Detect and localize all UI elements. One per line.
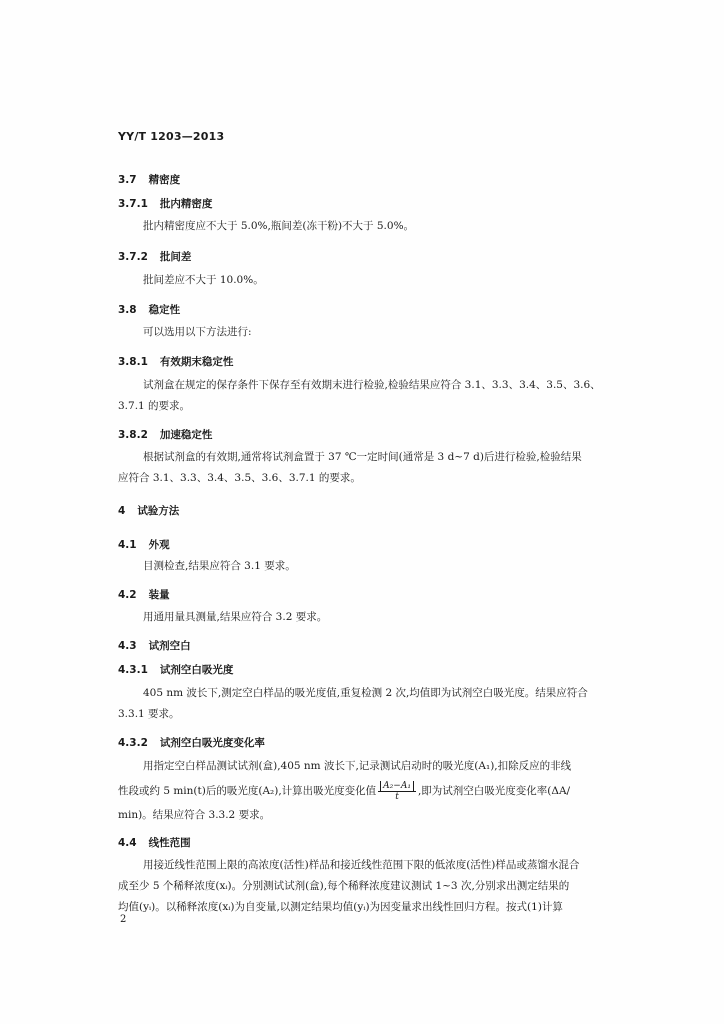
section-number: 4 [118,505,126,517]
heading-3-8-1 [118,354,233,369]
heading-4-2 [118,587,170,602]
section-title: 加速稳定性 [159,429,213,441]
paragraph-3-8 [118,322,665,343]
formula-denominator: t [395,791,399,802]
section-number: 3.8.1 [118,356,148,368]
section-title: 装量 [148,589,170,601]
paragraph-line: 用指定空白样品测试试剂(盒),405 nm 波长下,记录测试启动时的吸光度(A₁),扣除反应的非线 [143,760,572,772]
heading-3-7-2 [118,249,191,264]
page-number: 2 [120,914,127,925]
heading-3-8 [118,302,180,317]
heading-3-7-1 [118,196,212,211]
paragraph-line: 用通用量具测量,结果应符合 3.2 要求。 [143,611,328,623]
paragraph-3-7-1 [118,216,665,237]
paragraph-line: 3.3.1 要求。 [118,708,180,720]
section-number: 4.2 [118,589,137,601]
heading-3-8-2 [118,427,212,442]
paragraph-4-2 [118,607,665,628]
formula-trail-text: ,即为试剂空白吸光度变化率(ΔA/ [417,785,571,797]
section-number: 4.3.2 [118,737,148,749]
section-number: 4.3 [118,640,137,652]
paragraph-4-1 [118,556,665,577]
section-title: 试验方法 [137,505,180,517]
formula-lead-text: 性段或约 5 min(t)后的吸光度(A₂),计算出吸光度变化值 [118,785,377,797]
heading-4-4 [118,835,191,850]
section-number: 3.7.1 [118,198,148,210]
section-number: 4.1 [118,539,137,551]
section-number: 3.7.2 [118,251,148,263]
section-title: 精密度 [148,174,181,186]
section-title: 线性范围 [148,837,191,849]
section-number: 3.8 [118,304,137,316]
standard-code: YY/T 1203—2013 [118,130,225,143]
section-title: 试剂空白吸光度变化率 [159,737,265,749]
paragraph-4-3-1 [118,683,640,725]
section-title: 稳定性 [148,304,181,316]
section-title: 外观 [148,539,170,551]
paragraph-3-8-1 [118,375,640,417]
formula-numerator: A₂−A₁ [380,781,414,791]
paragraph-line: 试剂盒在规定的保存条件下保存至有效期末进行检验,检验结果应符合 3.1、3.3、3.4、3.5、3.6、 [143,379,601,391]
heading-4 [118,503,179,518]
paragraph-line: 成至少 5 个稀释浓度(xᵢ)。分别测试试剂(盒),每个稀释浓度建议测试 1~3 次,分别求出测定结果的 [118,880,570,892]
section-number: 4.3.1 [118,664,148,676]
paragraph-3-8-2 [118,447,640,489]
heading-4-3 [118,638,191,653]
paragraph-line: 用接近线性范围上限的高浓度(活性)样品和接近线性范围下限的低浓度(活性)样品或蒸馏水混合 [143,859,580,871]
paragraph-line: 可以选用以下方法进行: [143,326,252,338]
absorbance-change-formula [378,781,416,802]
paragraph-line: 405 nm 波长下,测定空白样品的吸光度值,重复检测 2 次,均值即为试剂空白吸光度。结果应符合 [143,687,588,699]
section-title: 试剂空白 [148,640,191,652]
paragraph-4-4 [118,855,640,918]
paragraph-3-7-2 [118,270,665,291]
section-title: 试剂空白吸光度 [159,664,234,676]
section-number: 3.8.2 [118,429,148,441]
paragraph-line: 目测检查,结果应符合 3.1 要求。 [143,560,296,572]
heading-4-1 [118,537,170,552]
heading-4-3-2 [118,735,265,750]
section-title: 有效期末稳定性 [159,356,234,368]
paragraph-line: 3.7.1 的要求。 [118,400,191,412]
section-number: 3.7 [118,174,137,186]
paragraph-line: 批内精密度应不大于 5.0%,瓶间差(冻干粉)不大于 5.0%。 [143,220,415,232]
heading-3-7 [118,172,180,187]
paragraph-line: 应符合 3.1、3.3、3.4、3.5、3.6、3.7.1 的要求。 [118,472,361,484]
paragraph-line: 根据试剂盒的有效期,通常将试剂盒置于 37 ℃一定时间(通常是 3 d~7 d)后进行检验,检验结果 [143,451,582,463]
paragraph-line-with-formula [118,777,640,805]
paragraph-line: min)。结果应符合 3.3.2 要求。 [118,809,271,821]
section-number: 4.4 [118,837,137,849]
section-title: 批间差 [159,251,192,263]
paragraph-line: 批间差应不大于 10.0%。 [143,274,264,286]
paragraph-4-3-2 [118,756,640,826]
paragraph-line: 均值(yᵢ)。以稀释浓度(xᵢ)为自变量,以测定结果均值(yᵢ)为因变量求出线性回归方程。按式(1)计算 [118,901,563,913]
section-title: 批内精密度 [159,198,213,210]
heading-4-3-1 [118,662,233,677]
